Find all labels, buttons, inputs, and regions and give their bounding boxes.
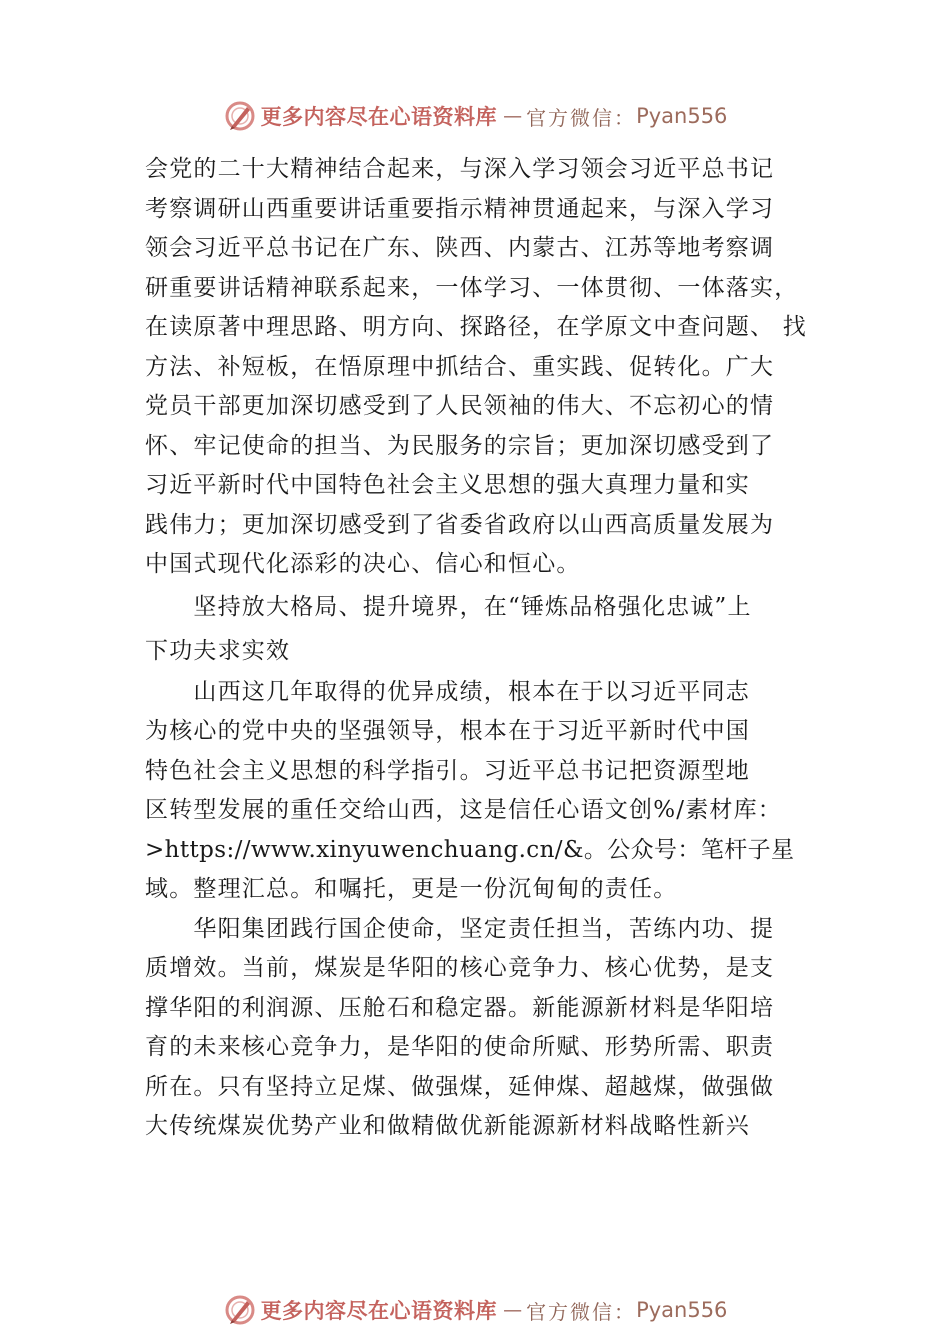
body-line: 为核心的党中央的坚强领导，根本在于习近平新时代中国 <box>145 718 750 744</box>
body-line: 华阳集团践行国企使命，坚定责任担当，苦练内功、提 <box>145 915 775 942</box>
banner-wechat-label: 官方微信： <box>526 1299 637 1324</box>
body-line: 育的未来核心竞争力，是华阳的使命所赋、形势所需、职责 <box>145 1034 775 1060</box>
footer-banner <box>0 1290 950 1330</box>
body-line: 域。整理汇总。和嘱托，更是一份沉甸甸的责任。 <box>145 876 678 902</box>
body-line: 大传统煤炭优势产业和做精做优新能源新材料战略性新兴 <box>145 1113 750 1139</box>
body-line: 领会习近平总书记在广东、陕西、内蒙古、江苏等地考察调 <box>145 235 775 261</box>
body-line: 党员干部更加深切感受到了人民领袖的伟大、不忘初心的情 <box>145 393 775 419</box>
body-line: 怀、牢记使命的担当、为民服务的宗旨；更加深切感受到了 <box>145 432 775 459</box>
banner-separator: — <box>503 105 523 127</box>
pen-logo-icon <box>223 99 257 133</box>
pen-logo-icon <box>223 1293 257 1327</box>
body-line-url: >https://www.xinyuwenchuang.cn/&。公众号：笔杆子星 <box>145 836 795 863</box>
body-line: 在读原著中理思路、明方向、探路径，在学原文中查问题、 找 <box>145 314 807 340</box>
banner-wechat-label: 官方微信： <box>526 105 637 130</box>
body-line: 研重要讲话精神联系起来，一体学习、一体贯彻、一体落实， <box>145 274 799 301</box>
section-heading-line: 下功夫求实效 <box>145 637 291 664</box>
section-heading-line: 坚持放大格局、提升境界，在“锤炼品格强化忠诚”上 <box>145 593 752 620</box>
body-line: 质增效。当前，煤炭是华阳的核心竞争力、核心优势，是支 <box>145 955 775 981</box>
body-line: 方法、补短板，在悟原理中抓结合、重实践、促转化。广大 <box>145 353 775 380</box>
body-line: 中国式现代化添彩的决心、信心和恒心。 <box>145 551 581 577</box>
body-line: 区转型发展的重任交给山西，这是信任心语文创%/素材库： <box>145 797 783 823</box>
body-line: 践伟力；更加深切感受到了省委省政府以山西高质量发展为 <box>145 511 775 538</box>
header-banner <box>0 96 950 136</box>
body-line: 特色社会主义思想的科学指引。习近平总书记把资源型地 <box>145 757 750 784</box>
body-line: 撑华阳的利润源、压舱石和稳定器。新能源新材料是华阳培 <box>145 994 775 1021</box>
banner-wechat-id: Pyan556 <box>636 1298 728 1322</box>
banner-wechat-id: Pyan556 <box>636 104 728 128</box>
body-line: 考察调研山西重要讲话重要指示精神贯通起来，与深入学习 <box>145 195 775 222</box>
banner-brand-text: 更多内容尽在心语资料库 <box>260 1298 498 1323</box>
banner-brand-text: 更多内容尽在心语资料库 <box>260 104 498 129</box>
banner-separator: — <box>503 1299 523 1321</box>
body-line: 会党的二十大精神结合起来，与深入学习领会习近平总书记 <box>145 156 775 182</box>
document-body <box>145 150 825 1147</box>
body-line: 习近平新时代中国特色社会主义思想的强大真理力量和实 <box>145 472 750 498</box>
body-line: 所在。只有坚持立足煤、做强煤，延伸煤、超越煤，做强做 <box>145 1073 775 1100</box>
body-line: 山西这几年取得的优异成绩，根本在于以习近平同志 <box>145 678 750 705</box>
